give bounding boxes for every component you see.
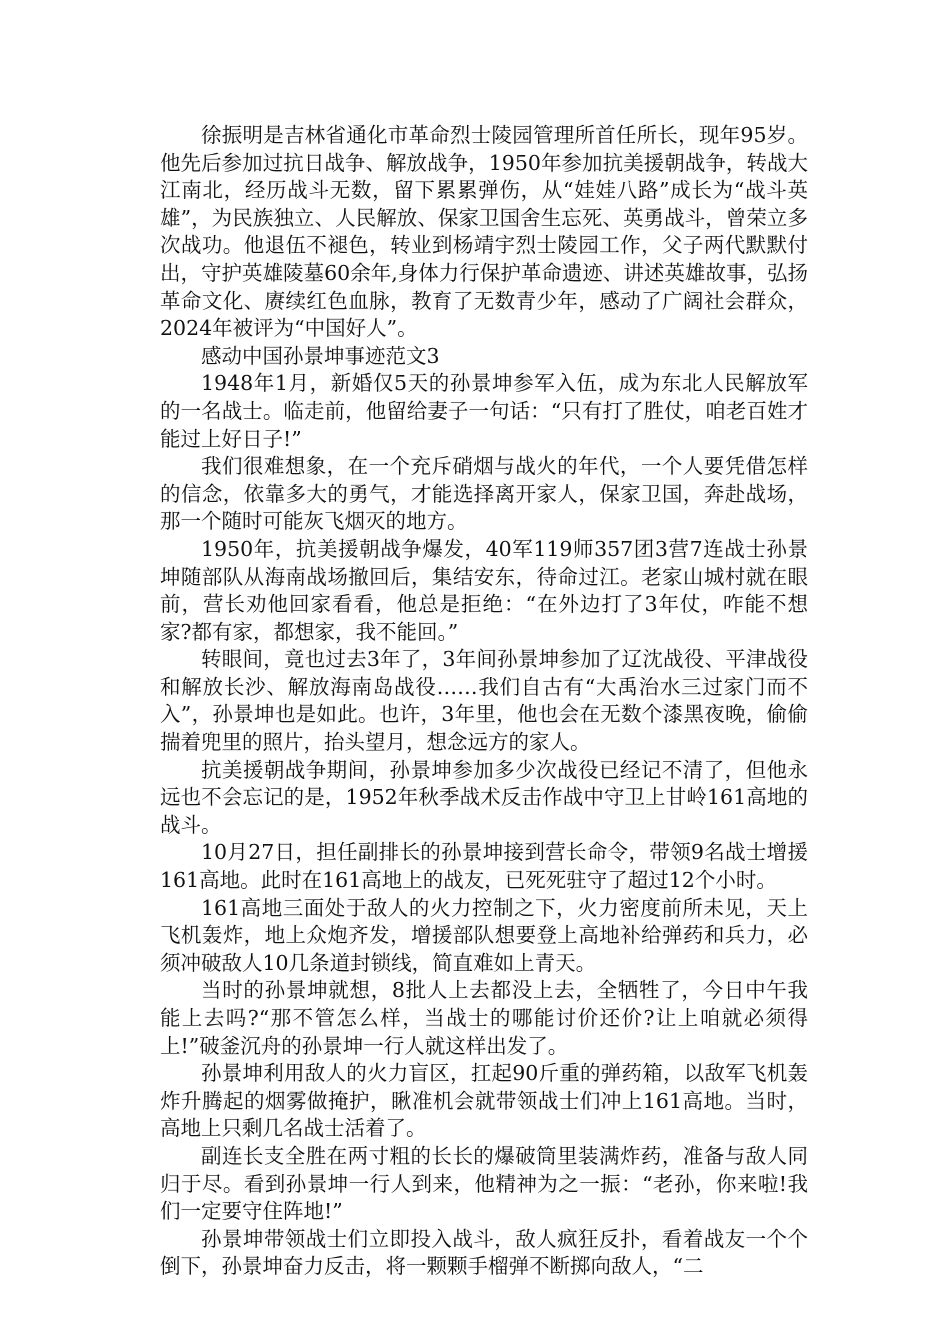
paragraph-deputy-commander: 副连长支全胜在两寸粗的长长的爆破筒里装满炸药，准备与敌人同归于尽。看到孙景坤一行人到来，他精神为之一振：“老孙，你来啦!我们一定要守住阵地!” <box>160 1143 808 1224</box>
section-heading: 感动中国孙景坤事迹范文3 <box>201 343 440 368</box>
paragraph-belief: 我们很难想象，在一个充斥硝烟与战火的年代，一个人要凭借怎样的信念，依靠多大的勇气，才能选择离开家人，保家卫国，奔赴战场，那一个随时可能灰飞烟灭的地方。 <box>160 454 808 534</box>
paragraph-three-years: 转眼间，竟也过去3年了，3年间孙景坤参加了辽沈战役、平津战役和解放长沙、解放海南岛战役……我们自古有“大禹治水三过家门而不入”，孙景坤也是如此。也许，3年里，他也会在无数个漆黑夜晚，偷偷揣着兜里的照片，抬头望月，想念远方的家人。 <box>160 647 808 755</box>
paragraph-battles: 抗美援朝战争期间，孙景坤参加多少次战役已经记不清了，但他永远也不会忘记的是，1952年秋季战术反击作战中守卫上甘岭161高地的战斗。 <box>160 757 808 837</box>
paragraph-fight: 孙景坤带领战士们立即投入战斗，敌人疯狂反扑，看着战友一个个倒下，孙景坤奋力反击，将一颗颗手榴弹不断掷向敌人，“二 <box>160 1226 808 1279</box>
document-body <box>160 122 808 1281</box>
paragraph-october-27: 10月27日，担任副排长的孙景坤接到营长命令，带领9名战士增援161高地。此时在161高地上的战友，已死死驻守了超过12个小时。 <box>160 840 808 893</box>
paragraph-hill-161: 161高地三面处于敌人的火力控制之下，火力密度前所未见，天上飞机轰炸，地上众炮齐发，增援部队想要登上高地补给弹药和兵力，必须冲破敌人10几条道封锁线，简直难如上青天。 <box>160 895 808 975</box>
paragraph-xu-zhenming: 徐振明是吉林省通化市革命烈士陵园管理所首任所长，现年95岁。他先后参加过抗日战争、解放战争，1950年参加抗美援朝战争，转战大江南北，经历战斗无数，留下累累弹伤，从“娃娃八路”成长为“战斗英雄”，为民族独立、人民解放、保家卫国舍生忘死、英勇战斗，曾荣立多次战功。他退伍不褪色，转业到杨靖宇烈士陵园工作，父子两代默默付出，守护英雄陵墓60余年,身体力行保护革命遗迹、讲述英雄故事，弘扬革命文化、赓续红色血脉，教育了无数青少年，感动了广阔社会群众，2024年被评为“中国好人”。 <box>160 123 808 341</box>
paragraph-enlistment: 1948年1月，新婚仅5天的孙景坤参军入伍，成为东北人民解放军的一名战士。临走前，他留给妻子一句话：“只有打了胜仗，咱老百姓才能过上好日子!” <box>160 371 808 451</box>
paragraph-decision: 当时的孙景坤就想，8批人上去都没上去，全牺牲了，今日中午我能上去吗?“那不管怎么样，当战士的哪能讨价还价?让上咱就必须得上!”破釜沉舟的孙景坤一行人就这样出发了。 <box>160 978 808 1058</box>
paragraph-charge: 孙景坤利用敌人的火力盲区，扛起90斤重的弹药箱，以敌军飞机轰炸升腾起的烟雾做掩护，瞅准机会就带领战士们冲上161高地。当时，高地上只剩几名战士活着了。 <box>160 1061 808 1141</box>
paragraph-1950: 1950年，抗美援朝战争爆发，40军119师357团3营7连战士孙景坤随部队从海南战场撤回后，集结安东，待命过江。老家山城村就在眼前，营长劝他回家看看，他总是拒绝：“在外边打了3年仗，咋能不想家?都有家，都想家，我不能回。” <box>160 536 808 644</box>
